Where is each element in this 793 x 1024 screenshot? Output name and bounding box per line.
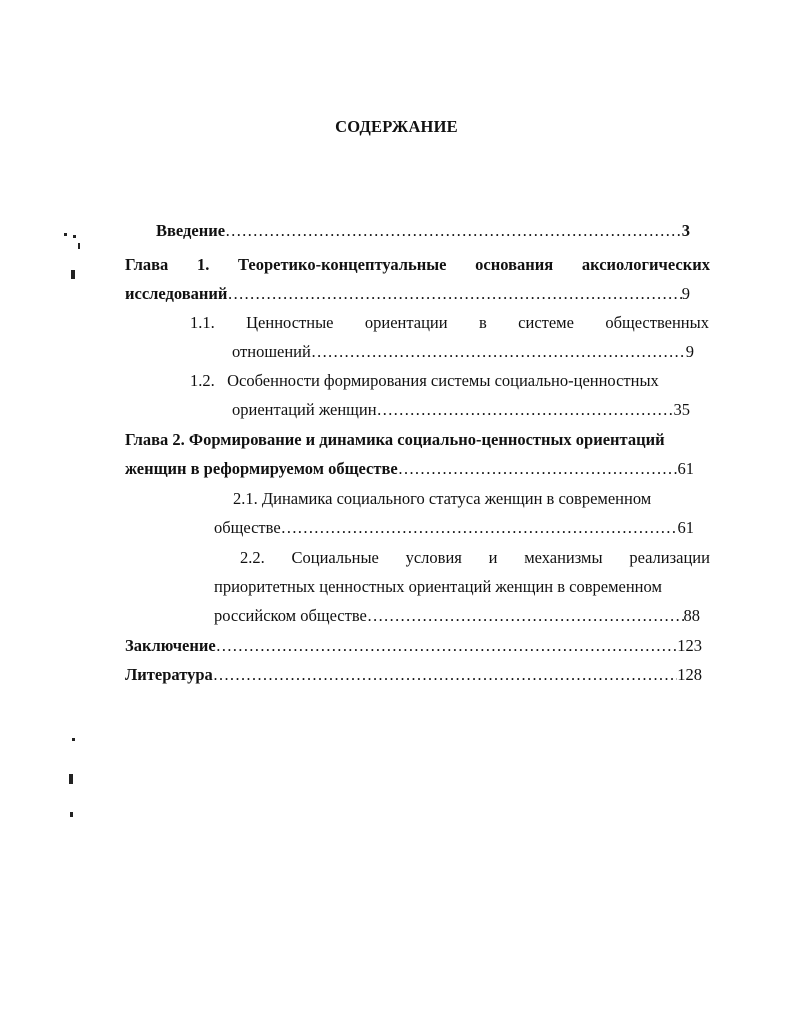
toc-section-1-1-continuation [232, 341, 694, 363]
toc-label: отношений …………………………………………………………………………………………………………………………………………………… [232, 341, 686, 363]
scan-speck [71, 270, 75, 279]
toc-label: российском обществе …………………………………………………………………………………………………………………………………………………… [214, 605, 684, 627]
toc-page-number: 88 [683, 606, 700, 625]
scan-speck [78, 243, 80, 249]
toc-section-2-2-continuation [214, 605, 700, 627]
toc-page-number: 61 [677, 518, 694, 537]
toc-chapter1-continuation [125, 283, 690, 305]
toc-section-1-2: 1.2. Особенности формирования системы социально-ценностных [190, 371, 659, 390]
toc-section-1-2-continuation [232, 399, 690, 421]
toc-label: Заключение …………………………………………………………………………………………………………………………………………………… [125, 635, 677, 657]
scan-speck [69, 774, 73, 784]
toc-label: Введение …………………………………………………………………………………………………………………………………………………… [156, 220, 682, 242]
page-title: СОДЕРЖАНИЕ [335, 117, 458, 136]
scan-speck [72, 738, 75, 741]
toc-section-2-1: 2.1. Динамика социального статуса женщин в современном [233, 489, 652, 508]
toc-page-number: 3 [681, 221, 690, 240]
toc-section-1-1: 1.1. Ценностные ориентации в системе общественных [190, 313, 709, 332]
toc-page-number: 9 [681, 284, 690, 303]
toc-section-2-2: 2.2. Социальные условия и механизмы реализации [240, 548, 710, 567]
toc-entry-literature [125, 664, 702, 686]
toc-chapter2-continuation [125, 458, 694, 480]
toc-label: исследований …………………………………………………………………………………………………………………………………………………… [125, 283, 682, 305]
toc-chapter1-heading: Глава 1. Теоретико-концептуальные основания аксиологических [125, 255, 710, 274]
toc-label: женщин в реформируемом обществе …………………………………………………………………………………………………………………………………………………… [125, 458, 678, 480]
toc-section-2-2-line2: приоритетных ценностных ориентаций женщин в современном [214, 577, 662, 596]
toc-page-number: 128 [677, 665, 702, 684]
toc-chapter2-heading: Глава 2. Формирование и динамика социально-ценностных ориентаций [125, 430, 665, 449]
scan-speck [73, 235, 76, 238]
toc-label: Литература …………………………………………………………………………………………………………………………………………………… [125, 664, 677, 686]
toc-page-number: 123 [677, 636, 702, 655]
toc-label: обществе …………………………………………………………………………………………………………………………………………………… [214, 517, 678, 539]
toc-page-number: 61 [677, 459, 694, 478]
toc-page-number: 9 [685, 342, 694, 361]
toc-section-2-1-continuation [214, 517, 694, 539]
toc-page-number: 35 [673, 400, 690, 419]
toc-label: ориентаций женщин …………………………………………………………………………………………………………………………………………………… [232, 399, 674, 421]
scan-speck [64, 233, 67, 236]
scan-speck [70, 812, 73, 817]
toc-entry-conclusion [125, 635, 702, 657]
toc-entry-intro [156, 220, 690, 242]
